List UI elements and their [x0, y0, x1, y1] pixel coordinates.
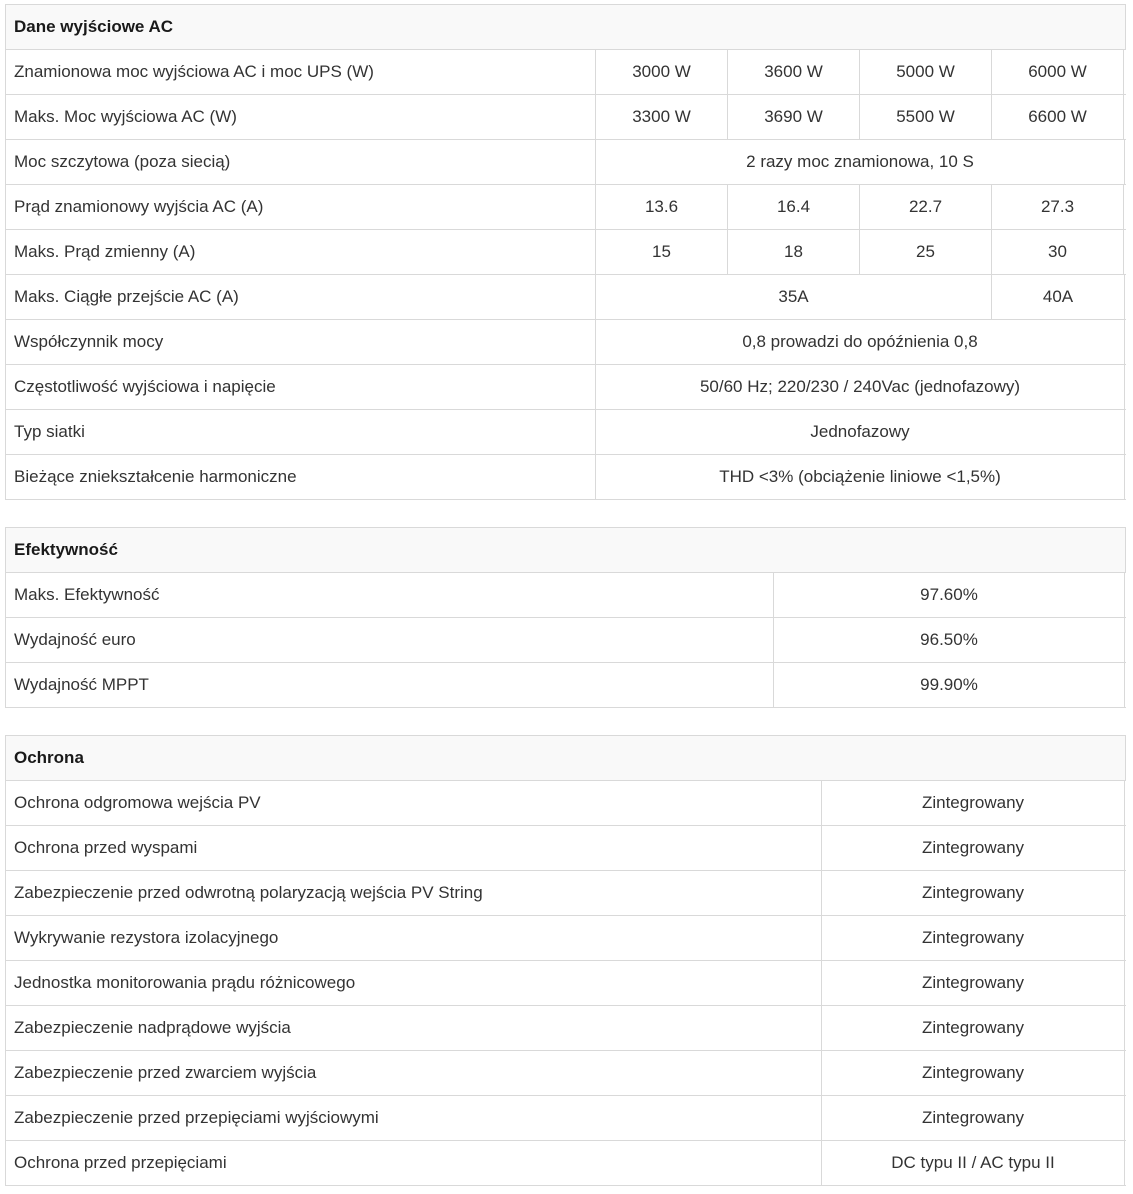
row-value: 3600 W [728, 50, 860, 94]
table-row [6, 916, 1126, 961]
table-row [6, 1051, 1126, 1096]
table-row [6, 1141, 1126, 1186]
efficiency-title: Efektywność [6, 528, 1126, 572]
row-label: Ochrona odgromowa wejścia PV [6, 781, 822, 825]
row-value: Zintegrowany [822, 1096, 1125, 1140]
row-value: 0,8 prowadzi do opóźnienia 0,8 [596, 320, 1125, 364]
table-row [6, 573, 1126, 618]
row-label: Maks. Moc wyjściowa AC (W) [6, 95, 596, 139]
row-label: Znamionowa moc wyjściowa AC i moc UPS (W) [6, 50, 596, 94]
table-row [6, 961, 1126, 1006]
protection-title: Ochrona [6, 736, 1126, 780]
row-value: 27.3 [992, 185, 1124, 229]
table-row [6, 871, 1126, 916]
table-row [6, 1096, 1126, 1141]
row-label: Ochrona przed wyspami [6, 826, 822, 870]
table-row [6, 50, 1126, 95]
row-label: Typ siatki [6, 410, 596, 454]
table-row [6, 230, 1126, 275]
row-value: Zintegrowany [822, 1051, 1125, 1095]
row-value: 5500 W [860, 95, 992, 139]
row-value: Zintegrowany [822, 916, 1125, 960]
ac-output-table [5, 4, 1126, 500]
row-label: Ochrona przed przepięciami [6, 1141, 822, 1185]
row-value: 13.6 [596, 185, 728, 229]
efficiency-header [6, 528, 1126, 573]
protection-table [5, 735, 1126, 1186]
row-value: 3690 W [728, 95, 860, 139]
table-row [6, 95, 1126, 140]
table-row [6, 781, 1126, 826]
ac-output-header [6, 5, 1126, 50]
row-value: 6000 W [992, 50, 1124, 94]
row-label: Wydajność euro [6, 618, 774, 662]
table-row [6, 365, 1126, 410]
row-value: 96.50% [774, 618, 1125, 662]
table-row [6, 410, 1126, 455]
row-value: 35A [596, 275, 992, 319]
row-value: 99.90% [774, 663, 1125, 707]
table-row [6, 320, 1126, 365]
row-label: Maks. Ciągłe przejście AC (A) [6, 275, 596, 319]
row-label: Jednostka monitorowania prądu różnicowego [6, 961, 822, 1005]
row-label: Moc szczytowa (poza siecią) [6, 140, 596, 184]
row-value: Zintegrowany [822, 1006, 1125, 1050]
row-label: Współczynnik mocy [6, 320, 596, 364]
row-label: Zabezpieczenie przed zwarciem wyjścia [6, 1051, 822, 1095]
row-value: 18 [728, 230, 860, 274]
row-value: DC typu II / AC typu II [822, 1141, 1125, 1185]
row-value: 6600 W [992, 95, 1124, 139]
row-label: Wykrywanie rezystora izolacyjnego [6, 916, 822, 960]
protection-header [6, 736, 1126, 781]
row-value: 2 razy moc znamionowa, 10 S [596, 140, 1125, 184]
table-row [6, 140, 1126, 185]
row-label: Maks. Efektywność [6, 573, 774, 617]
row-value: 30 [992, 230, 1124, 274]
table-row [6, 455, 1126, 500]
table-row [6, 618, 1126, 663]
row-value: 40A [992, 275, 1125, 319]
table-row [6, 185, 1126, 230]
row-label: Bieżące zniekształcenie harmoniczne [6, 455, 596, 499]
row-label: Maks. Prąd zmienny (A) [6, 230, 596, 274]
table-row [6, 1006, 1126, 1051]
row-value: 5000 W [860, 50, 992, 94]
row-value: 3300 W [596, 95, 728, 139]
row-value: Zintegrowany [822, 871, 1125, 915]
row-value: 25 [860, 230, 992, 274]
row-value: 15 [596, 230, 728, 274]
table-row [6, 826, 1126, 871]
row-label: Wydajność MPPT [6, 663, 774, 707]
row-value: Zintegrowany [822, 826, 1125, 870]
row-value: THD <3% (obciążenie liniowe <1,5%) [596, 455, 1125, 499]
row-value: Jednofazowy [596, 410, 1125, 454]
row-value: Zintegrowany [822, 961, 1125, 1005]
row-value: 3000 W [596, 50, 728, 94]
row-label: Częstotliwość wyjściowa i napięcie [6, 365, 596, 409]
table-row [6, 275, 1126, 320]
row-value: 50/60 Hz; 220/230 / 240Vac (jednofazowy) [596, 365, 1125, 409]
ac-output-title: Dane wyjściowe AC [6, 5, 1126, 49]
row-label: Zabezpieczenie nadprądowe wyjścia [6, 1006, 822, 1050]
efficiency-table [5, 527, 1126, 708]
row-label: Zabezpieczenie przed przepięciami wyjściowymi [6, 1096, 822, 1140]
row-label: Zabezpieczenie przed odwrotną polaryzacją wejścia PV String [6, 871, 822, 915]
row-value: Zintegrowany [822, 781, 1125, 825]
row-label: Prąd znamionowy wyjścia AC (A) [6, 185, 596, 229]
row-value: 22.7 [860, 185, 992, 229]
row-value: 97.60% [774, 573, 1125, 617]
table-row [6, 663, 1126, 708]
row-value: 16.4 [728, 185, 860, 229]
